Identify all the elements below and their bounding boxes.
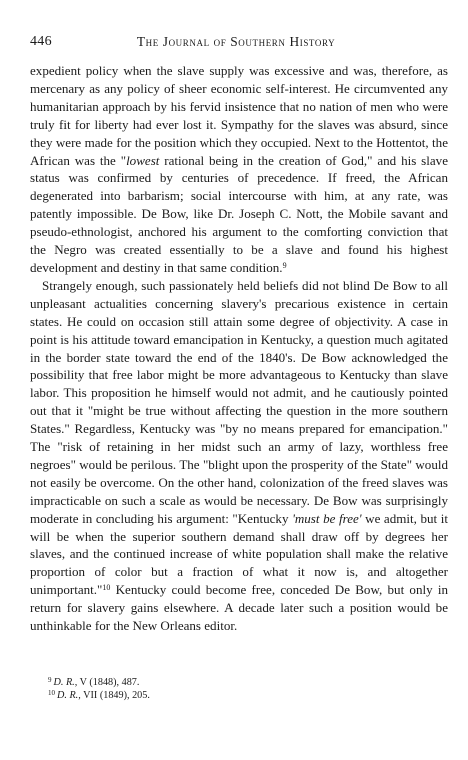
footnote	[48, 676, 428, 689]
paragraph	[30, 62, 448, 277]
page-number: 446	[30, 34, 52, 49]
body-text	[30, 62, 448, 635]
page-header	[30, 34, 442, 52]
italic-text: lowest	[126, 152, 160, 168]
text-run: Kentucky could become free, conceded De Bow, but only in return for slavery gains elsewhere. A decade later such a position would be unthinkable for the New Orleans editor.	[30, 582, 448, 634]
footnote-mark: 9	[48, 676, 52, 684]
footnote-citation: V (1848), 487.	[77, 677, 140, 688]
footnote-ref: 10	[102, 583, 111, 593]
footnote-mark: 10	[48, 689, 55, 697]
italic-text: 'must be free'	[292, 510, 362, 526]
footnote	[48, 689, 428, 702]
footnote-source: D. R.,	[57, 690, 81, 701]
text-run: we admit, but it will be when the superior southern demand shall draw off by degrees her slaves, and the continued increase of white population shall make the relative proportion of color but a fraction of what it now is, and altogether unimportant."	[30, 510, 448, 598]
footnotes	[48, 676, 428, 702]
footnote-ref: 9	[282, 260, 287, 270]
footnote-citation: VII (1849), 205.	[80, 690, 150, 701]
text-run: expedient policy when the slave supply was excessive and was, therefore, as mercenary as any policy of sheer economic self-interest. He circumvented any humanitarian approach by his fervid insistence that no nation of men who were truly fit for liberty had ever lost it. Sympathy for the slaves was absurd, since they were made for the position which they occupied. Next to the Hottentot, the African was the "	[30, 63, 448, 168]
text-run: Strangely enough, such passionately held beliefs did not blind De Bow to all unpleasant actualities concerning slavery's precarious existence in certain states. He could on occasion still attain some degree of objectivity. A case in point is his attitude toward emancipation in Kentucky, a question much agitated in the border state toward the end of the 1840's. De Bow acknowledged the possibility that free labor might be more advantageous to Kentucky than slave labor. This proposition he himself would not admit, and he cautiously pointed out that it "might be true without affecting the question in the more southern States." Regardless, Kentucky was "by no means prepared for emancipation." The "risk of retaining in her midst such an army of lazy, worthless free negroes" would be perilous. The "blight upon the prosperity of the State" would not easily be overcome. On the other hand, colonization of the freed slaves was impracticable on such a scale as would be necessary. De Bow was surprisingly moderate in concluding his argument: "Kentucky	[30, 277, 448, 526]
running-head: The Journal of Southern History	[136, 34, 336, 49]
footnote-source: D. R.,	[53, 677, 78, 688]
text-run: rational being in the creation of God," and his slave status was confirmed by centuries of precedence. If freed, the African degenerated into barbarism; social intercourse with him, at any rate, was patently impossible. De Bow, like Dr. Joseph C. Nott, the Mobile savant and pseudo-ethnologist, anchored his argument to the comforting conviction that the Negro was created essentially to be a slave and found his highest development and destiny in that same condition.	[30, 152, 448, 275]
paragraph	[30, 277, 448, 635]
